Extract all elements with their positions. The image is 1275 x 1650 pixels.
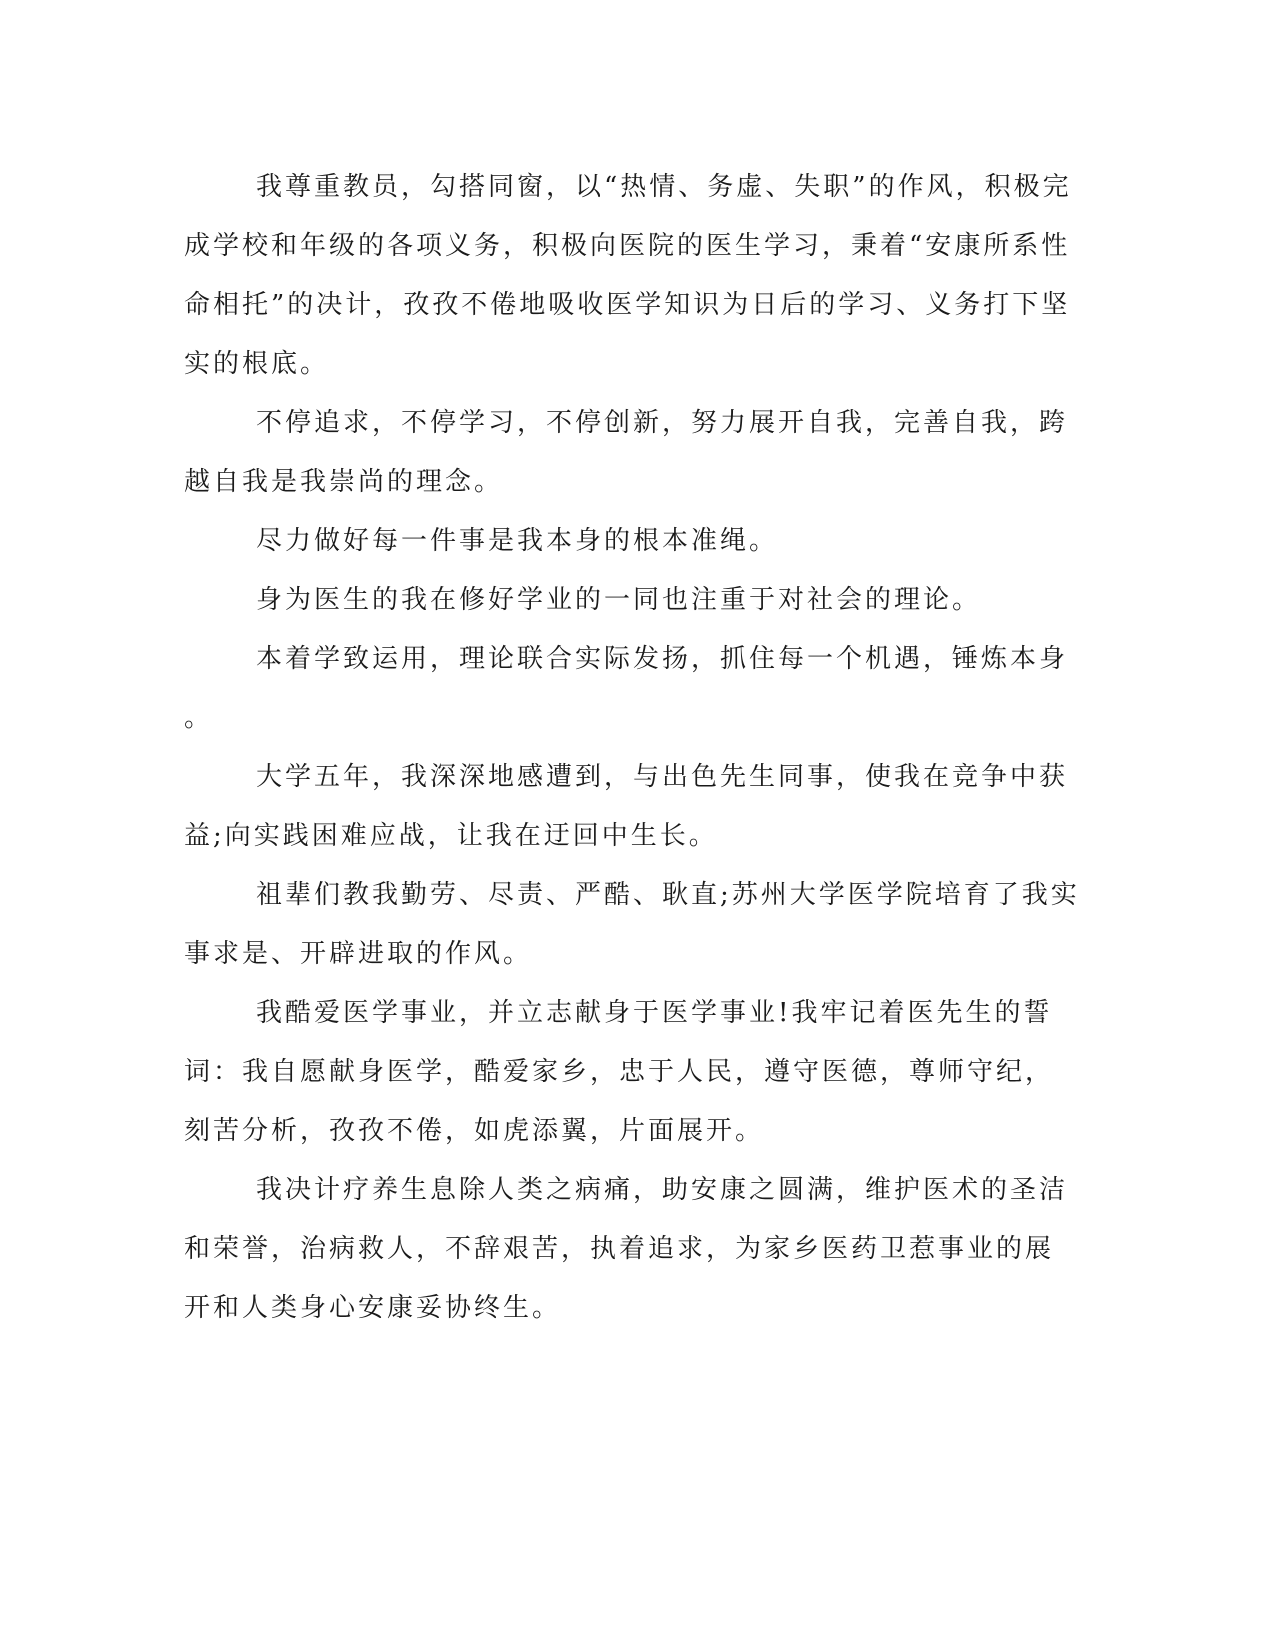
text-line: 我尊重教员，勾搭同窗，以“热情、务虚、失职”的作风，积极完 xyxy=(256,172,1072,202)
text-line: 词：我自愿献身医学，酷爱家乡，忠于人民，遵守医德，尊师守纪， xyxy=(184,1057,1055,1087)
paragraph-6 xyxy=(184,748,1069,866)
text-line: 事求是、开辟进取的作风。 xyxy=(184,939,533,969)
text-line: 尽力做好每一件事是我本身的根本准绳。 xyxy=(256,526,779,556)
text-line: 越自我是我崇尚的理念。 xyxy=(184,467,504,497)
text-line: 开和人类身心安康妥协终生。 xyxy=(184,1293,562,1323)
text-line: 我决计疗养生息除人类之病痛，助安康之圆满，维护医术的圣洁 xyxy=(256,1175,1069,1205)
paragraph-5 xyxy=(184,630,1069,748)
paragraph-3 xyxy=(184,512,1054,571)
text-line: 我酷爱医学事业，并立志献身于医学事业!我牢记着医先生的誓 xyxy=(256,998,1053,1028)
text-line: 不停追求，不停学习，不停创新，努力展开自我，完善自我，跨 xyxy=(256,408,1069,438)
text-line: 祖辈们教我勤劳、尽责、严酷、耿直;苏州大学医学院培育了我实 xyxy=(256,880,1080,910)
text-line: 实的根底。 xyxy=(184,349,330,379)
text-line: 本着学致运用，理论联合实际发扬，抓住每一个机遇，锤炼本身 xyxy=(256,644,1069,674)
text-line: 身为医生的我在修好学业的一同也注重于对社会的理论。 xyxy=(256,585,982,615)
text-line: 刻苦分析，孜孜不倦，如虎添翼，片面展开。 xyxy=(184,1116,765,1146)
paragraph-4 xyxy=(184,571,1054,630)
text-line: 和荣誉，治病救人，不辞艰苦，执着追求，为家乡医药卫惹事业的展 xyxy=(184,1234,1055,1264)
document-body xyxy=(184,158,1080,1338)
text-line: 成学校和年级的各项义务，积极向医院的医生学习，秉着“安康所系性 xyxy=(184,231,1071,261)
text-line: 命相托”的决计，孜孜不倦地吸收医学知识为日后的学习、义务打下坚 xyxy=(184,290,1071,320)
paragraph-7 xyxy=(184,866,1080,984)
paragraph-8 xyxy=(184,984,1054,1161)
paragraph-2 xyxy=(184,394,1069,512)
text-line: 益;向实践困难应战，让我在迂回中生长。 xyxy=(184,821,718,851)
paragraph-9 xyxy=(184,1161,1069,1338)
text-line: 大学五年，我深深地感遭到，与出色先生同事，使我在竞争中获 xyxy=(256,762,1069,792)
paragraph-1 xyxy=(184,158,1072,394)
text-line: 。 xyxy=(184,703,214,733)
